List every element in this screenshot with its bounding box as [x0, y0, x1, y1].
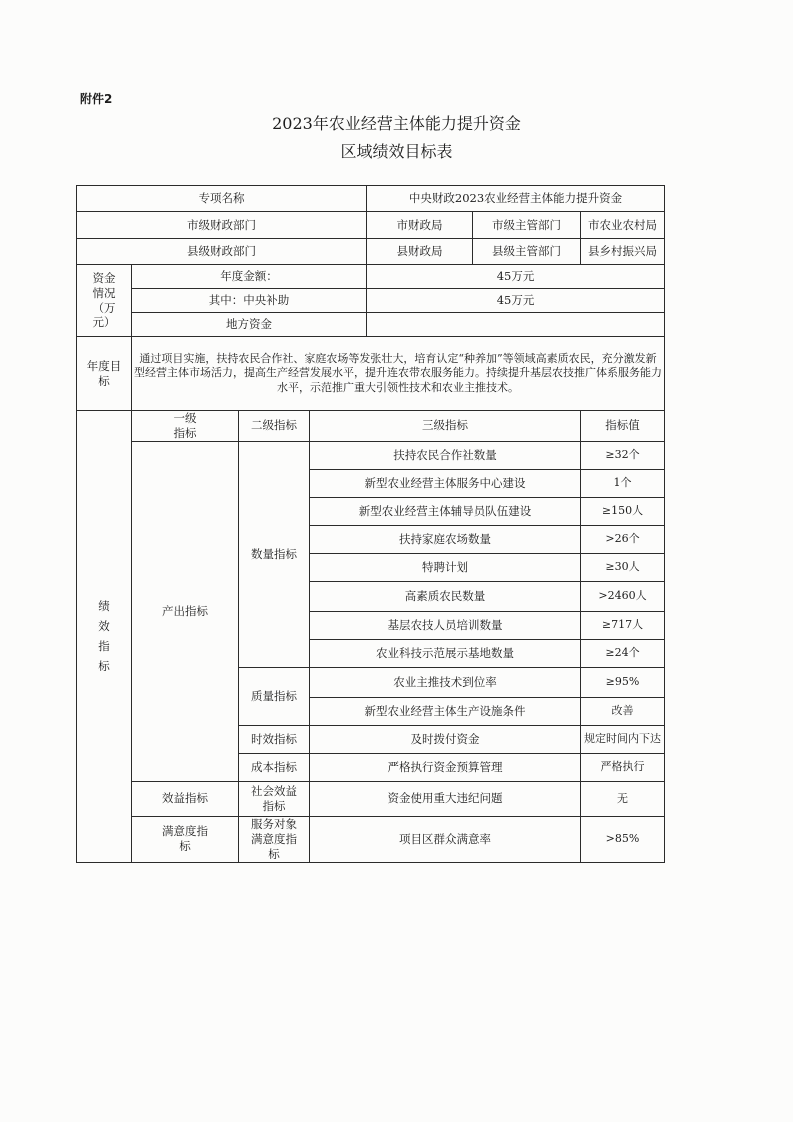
indicator-value: ≥32个: [581, 441, 665, 469]
indicator-name: 资金使用重大违纪问题: [310, 781, 581, 816]
county-authority-label: 县级主管部门: [473, 239, 581, 265]
county-authority: 县乡村振兴局: [581, 239, 665, 265]
project-row: [77, 186, 665, 212]
indicator-name: 新型农业经营主体生产设施条件: [310, 697, 581, 725]
indicator-name: 基层农技人员培训数量: [310, 611, 581, 639]
output-indicator-label: 产出指标: [132, 441, 239, 781]
local-funds-label: 地方资金: [132, 313, 367, 337]
county-row: [77, 239, 665, 265]
central-subsidy-value: 45万元: [367, 289, 665, 313]
table-row: [77, 781, 665, 816]
indicator-value: >2460人: [581, 581, 665, 611]
indicator-name: 农业主推技术到位率: [310, 667, 581, 697]
performance-target-table: [76, 185, 665, 863]
social-benefit-label-cell: [239, 781, 310, 816]
benefit-indicator-label: 效益指标: [132, 781, 239, 816]
funds-label: 资金情况（万元）: [92, 270, 116, 330]
indicator-value: 无: [581, 781, 665, 816]
service-satisfaction-label: 服务对象满意度指标: [250, 816, 297, 861]
annual-goal-row: [77, 337, 665, 411]
city-finance-dept-label: 市级财政部门: [77, 212, 367, 239]
table-row: [77, 816, 665, 862]
indicator-value: ≥150人: [581, 497, 665, 525]
funds-label-cell: [77, 265, 132, 337]
indicator-header-row: [77, 411, 665, 442]
annual-goal-label: 年度目标: [86, 358, 122, 388]
annual-goal-text: 通过项目实施，扶持农民合作社、家庭农场等发张壮大，培育认定“种养加”等领域高素质农民，充分激发新型经营主体市场活力，提高生产经营发展水平，提升连农带农服务能力。持续提升基层农技推广体系服务能力水平，示范推广重大引领性技术和农业主推技术。: [132, 337, 665, 411]
header-level1: [132, 411, 239, 442]
funds-local-row: [77, 313, 665, 337]
indicator-name: 项目区群众满意率: [310, 816, 581, 862]
indicator-name: 扶持农民合作社数量: [310, 441, 581, 469]
satisfaction-indicator-label: 满意度指标: [161, 824, 208, 854]
indicator-name: 扶持家庭农场数量: [310, 525, 581, 553]
annual-amount-value: 45万元: [367, 265, 665, 289]
annual-amount-label: 年度金额：: [132, 265, 367, 289]
indicator-value: >26个: [581, 525, 665, 553]
indicator-value: ≥30人: [581, 553, 665, 581]
indicator-value: 改善: [581, 697, 665, 725]
performance-label: 绩效指标: [98, 599, 110, 674]
city-row: [77, 212, 665, 239]
header-level1-text: 一级指标: [173, 411, 197, 440]
cost-indicator-label: 成本指标: [239, 753, 310, 781]
indicator-value: 1个: [581, 469, 665, 497]
project-name-label: 专项名称: [77, 186, 367, 212]
annual-goal-label-cell: [77, 337, 132, 411]
indicator-name: 高素质农民数量: [310, 581, 581, 611]
quantity-indicator-label: 数量指标: [239, 441, 310, 667]
indicator-value: ≥717人: [581, 611, 665, 639]
quality-indicator-label: 质量指标: [239, 667, 310, 725]
city-authority-label: 市级主管部门: [473, 212, 581, 239]
indicator-value: ≥95%: [581, 667, 665, 697]
project-name-value: 中央财政2023农业经营主体能力提升资金: [367, 186, 665, 212]
performance-label-cell: [77, 411, 132, 863]
funds-central-row: [77, 289, 665, 313]
indicator-name: 新型农业经营主体辅导员队伍建设: [310, 497, 581, 525]
header-level3: 三级指标: [310, 411, 581, 442]
funds-annual-row: [77, 265, 665, 289]
indicator-value: >85%: [581, 816, 665, 862]
city-authority: 市农业农村局: [581, 212, 665, 239]
satisfaction-indicator-label-cell: [132, 816, 239, 862]
local-funds-value: [367, 313, 665, 337]
indicator-name: 严格执行资金预算管理: [310, 753, 581, 781]
attachment-label: 附件2: [80, 92, 113, 106]
social-benefit-label: 社会效益指标: [250, 783, 297, 813]
indicator-value: ≥24个: [581, 639, 665, 667]
indicator-name: 新型农业经营主体服务中心建设: [310, 469, 581, 497]
document-title: 2023年农业经营主体能力提升资金: [272, 114, 521, 133]
indicator-name: 及时拨付资金: [310, 725, 581, 753]
timeliness-indicator-label: 时效指标: [239, 725, 310, 753]
indicator-value: 规定时间内下达: [581, 725, 665, 753]
header-level2: 二级指标: [239, 411, 310, 442]
county-finance-bureau: 县财政局: [367, 239, 473, 265]
header-value: 指标值: [581, 411, 665, 442]
city-finance-bureau: 市财政局: [367, 212, 473, 239]
document-subtitle: 区域绩效目标表: [340, 142, 453, 161]
indicator-value: 严格执行: [581, 753, 665, 781]
table-row: [77, 441, 665, 469]
indicator-name: 农业科技示范展示基地数量: [310, 639, 581, 667]
county-finance-dept-label: 县级财政部门: [77, 239, 367, 265]
indicator-name: 特聘计划: [310, 553, 581, 581]
central-subsidy-label: 其中：中央补助: [132, 289, 367, 313]
service-satisfaction-label-cell: [239, 816, 310, 862]
